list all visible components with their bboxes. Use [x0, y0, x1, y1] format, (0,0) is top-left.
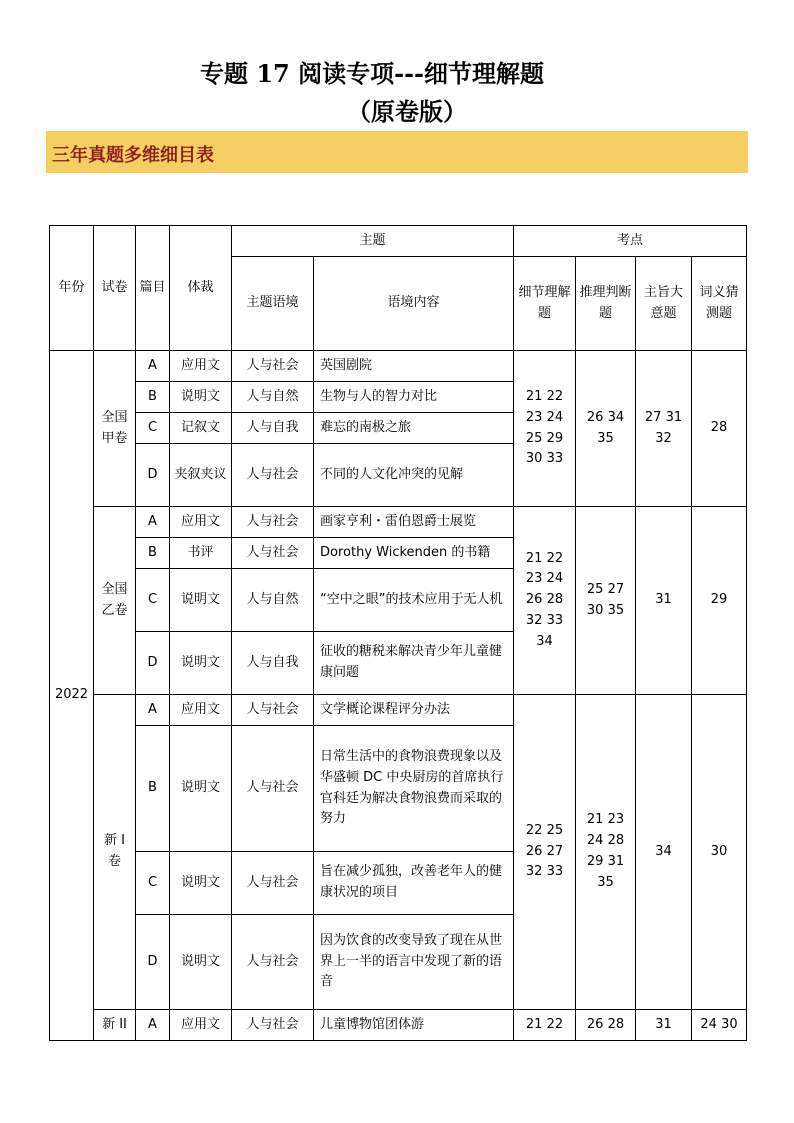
inference-questions: 26 28	[576, 1010, 636, 1041]
passage-letter: D	[136, 444, 170, 507]
page-title: 专题 17 阅读专项---细节理解题	[200, 59, 544, 88]
page-subtitle: （原卷版）	[347, 97, 467, 126]
vocab-questions: 28	[692, 351, 747, 507]
context-content: 因为饮食的改变导致了现在从世界上一半的语言中发现了新的语音	[314, 915, 514, 1010]
theme-context: 人与社会	[232, 507, 314, 538]
inference-questions: 21 23 24 28 29 31 35	[576, 695, 636, 1010]
passage-letter: A	[136, 695, 170, 726]
genre: 应用文	[170, 1010, 232, 1041]
header-paper: 试卷	[94, 226, 136, 351]
context-content: 英国剧院	[314, 351, 514, 382]
genre: 应用文	[170, 351, 232, 382]
context-content: 旨在减少孤独，改善老年人的健康状况的项目	[314, 852, 514, 915]
header-passage: 篇目	[136, 226, 170, 351]
theme-context: 人与社会	[232, 1010, 314, 1041]
paper-name: 新 II	[94, 1010, 136, 1041]
context-content: “空中之眼”的技术应用于无人机	[314, 569, 514, 632]
vocab-questions: 29	[692, 507, 747, 695]
main-idea-questions: 27 31 32	[636, 351, 692, 507]
detail-table	[49, 225, 747, 1041]
theme-context: 人与社会	[232, 351, 314, 382]
genre: 说明文	[170, 726, 232, 852]
genre: 应用文	[170, 695, 232, 726]
theme-context: 人与社会	[232, 852, 314, 915]
context-content: 日常生活中的食物浪费现象以及华盛顿 DC 中央厨房的首席执行官科廷为解决食物浪费而采取的努力	[314, 726, 514, 852]
theme-context: 人与自我	[232, 413, 314, 444]
header-points-group: 考点	[514, 226, 747, 257]
context-content: Dorothy Wickenden 的书籍	[314, 538, 514, 569]
context-content: 儿童博物馆团体游	[314, 1010, 514, 1041]
header-theme-context: 主题语境	[232, 257, 314, 351]
paper-name: 全国乙卷	[94, 507, 136, 695]
main-idea-questions: 34	[636, 695, 692, 1010]
header-main-idea: 主旨大意题	[636, 257, 692, 351]
detail-questions: 21 22	[514, 1010, 576, 1041]
section-banner	[46, 131, 748, 173]
genre: 说明文	[170, 382, 232, 413]
theme-context: 人与社会	[232, 444, 314, 507]
paper-name: 新 I 卷	[94, 695, 136, 1010]
inference-questions: 25 27 30 35	[576, 507, 636, 695]
genre: 说明文	[170, 569, 232, 632]
header-context-content: 语境内容	[314, 257, 514, 351]
theme-context: 人与社会	[232, 538, 314, 569]
header-year: 年份	[50, 226, 94, 351]
header-theme-group: 主题	[232, 226, 514, 257]
context-content: 文学概论课程评分办法	[314, 695, 514, 726]
header-genre: 体裁	[170, 226, 232, 351]
passage-letter: A	[136, 507, 170, 538]
genre: 书评	[170, 538, 232, 569]
context-content: 征收的糖税来解决青少年儿童健康问题	[314, 632, 514, 695]
paper-name: 全国甲卷	[94, 351, 136, 507]
detail-questions: 21 22 23 24 25 29 30 33	[514, 351, 576, 507]
context-content: 生物与人的智力对比	[314, 382, 514, 413]
theme-context: 人与社会	[232, 726, 314, 852]
genre: 说明文	[170, 852, 232, 915]
passage-letter: B	[136, 382, 170, 413]
passage-letter: D	[136, 632, 170, 695]
main-idea-questions: 31	[636, 1010, 692, 1041]
context-content: 不同的人文化冲突的见解	[314, 444, 514, 507]
passage-letter: B	[136, 726, 170, 852]
passage-letter: A	[136, 1010, 170, 1041]
passage-letter: A	[136, 351, 170, 382]
passage-letter: C	[136, 569, 170, 632]
theme-context: 人与自然	[232, 569, 314, 632]
inference-questions: 26 34 35	[576, 351, 636, 507]
genre: 夹叙夹议	[170, 444, 232, 507]
detail-questions: 22 25 26 27 32 33	[514, 695, 576, 1010]
theme-context: 人与自然	[232, 382, 314, 413]
detail-questions: 21 22 23 24 26 28 32 33 34	[514, 507, 576, 695]
context-content: 难忘的南极之旅	[314, 413, 514, 444]
header-detail: 细节理解题	[514, 257, 576, 351]
genre: 应用文	[170, 507, 232, 538]
theme-context: 人与社会	[232, 695, 314, 726]
genre: 说明文	[170, 632, 232, 695]
section-heading: 三年真题多维细目表	[52, 145, 214, 166]
vocab-questions: 30	[692, 695, 747, 1010]
vocab-questions: 24 30	[692, 1010, 747, 1041]
passage-letter: C	[136, 852, 170, 915]
theme-context: 人与社会	[232, 915, 314, 1010]
passage-letter: D	[136, 915, 170, 1010]
header-vocab: 词义猜测题	[692, 257, 747, 351]
passage-letter: B	[136, 538, 170, 569]
passage-letter: C	[136, 413, 170, 444]
theme-context: 人与自我	[232, 632, 314, 695]
year-cell: 2022	[50, 351, 94, 1041]
genre: 记叙文	[170, 413, 232, 444]
main-idea-questions: 31	[636, 507, 692, 695]
header-inference: 推理判断题	[576, 257, 636, 351]
context-content: 画家亨利・雷伯恩爵士展览	[314, 507, 514, 538]
genre: 说明文	[170, 915, 232, 1010]
